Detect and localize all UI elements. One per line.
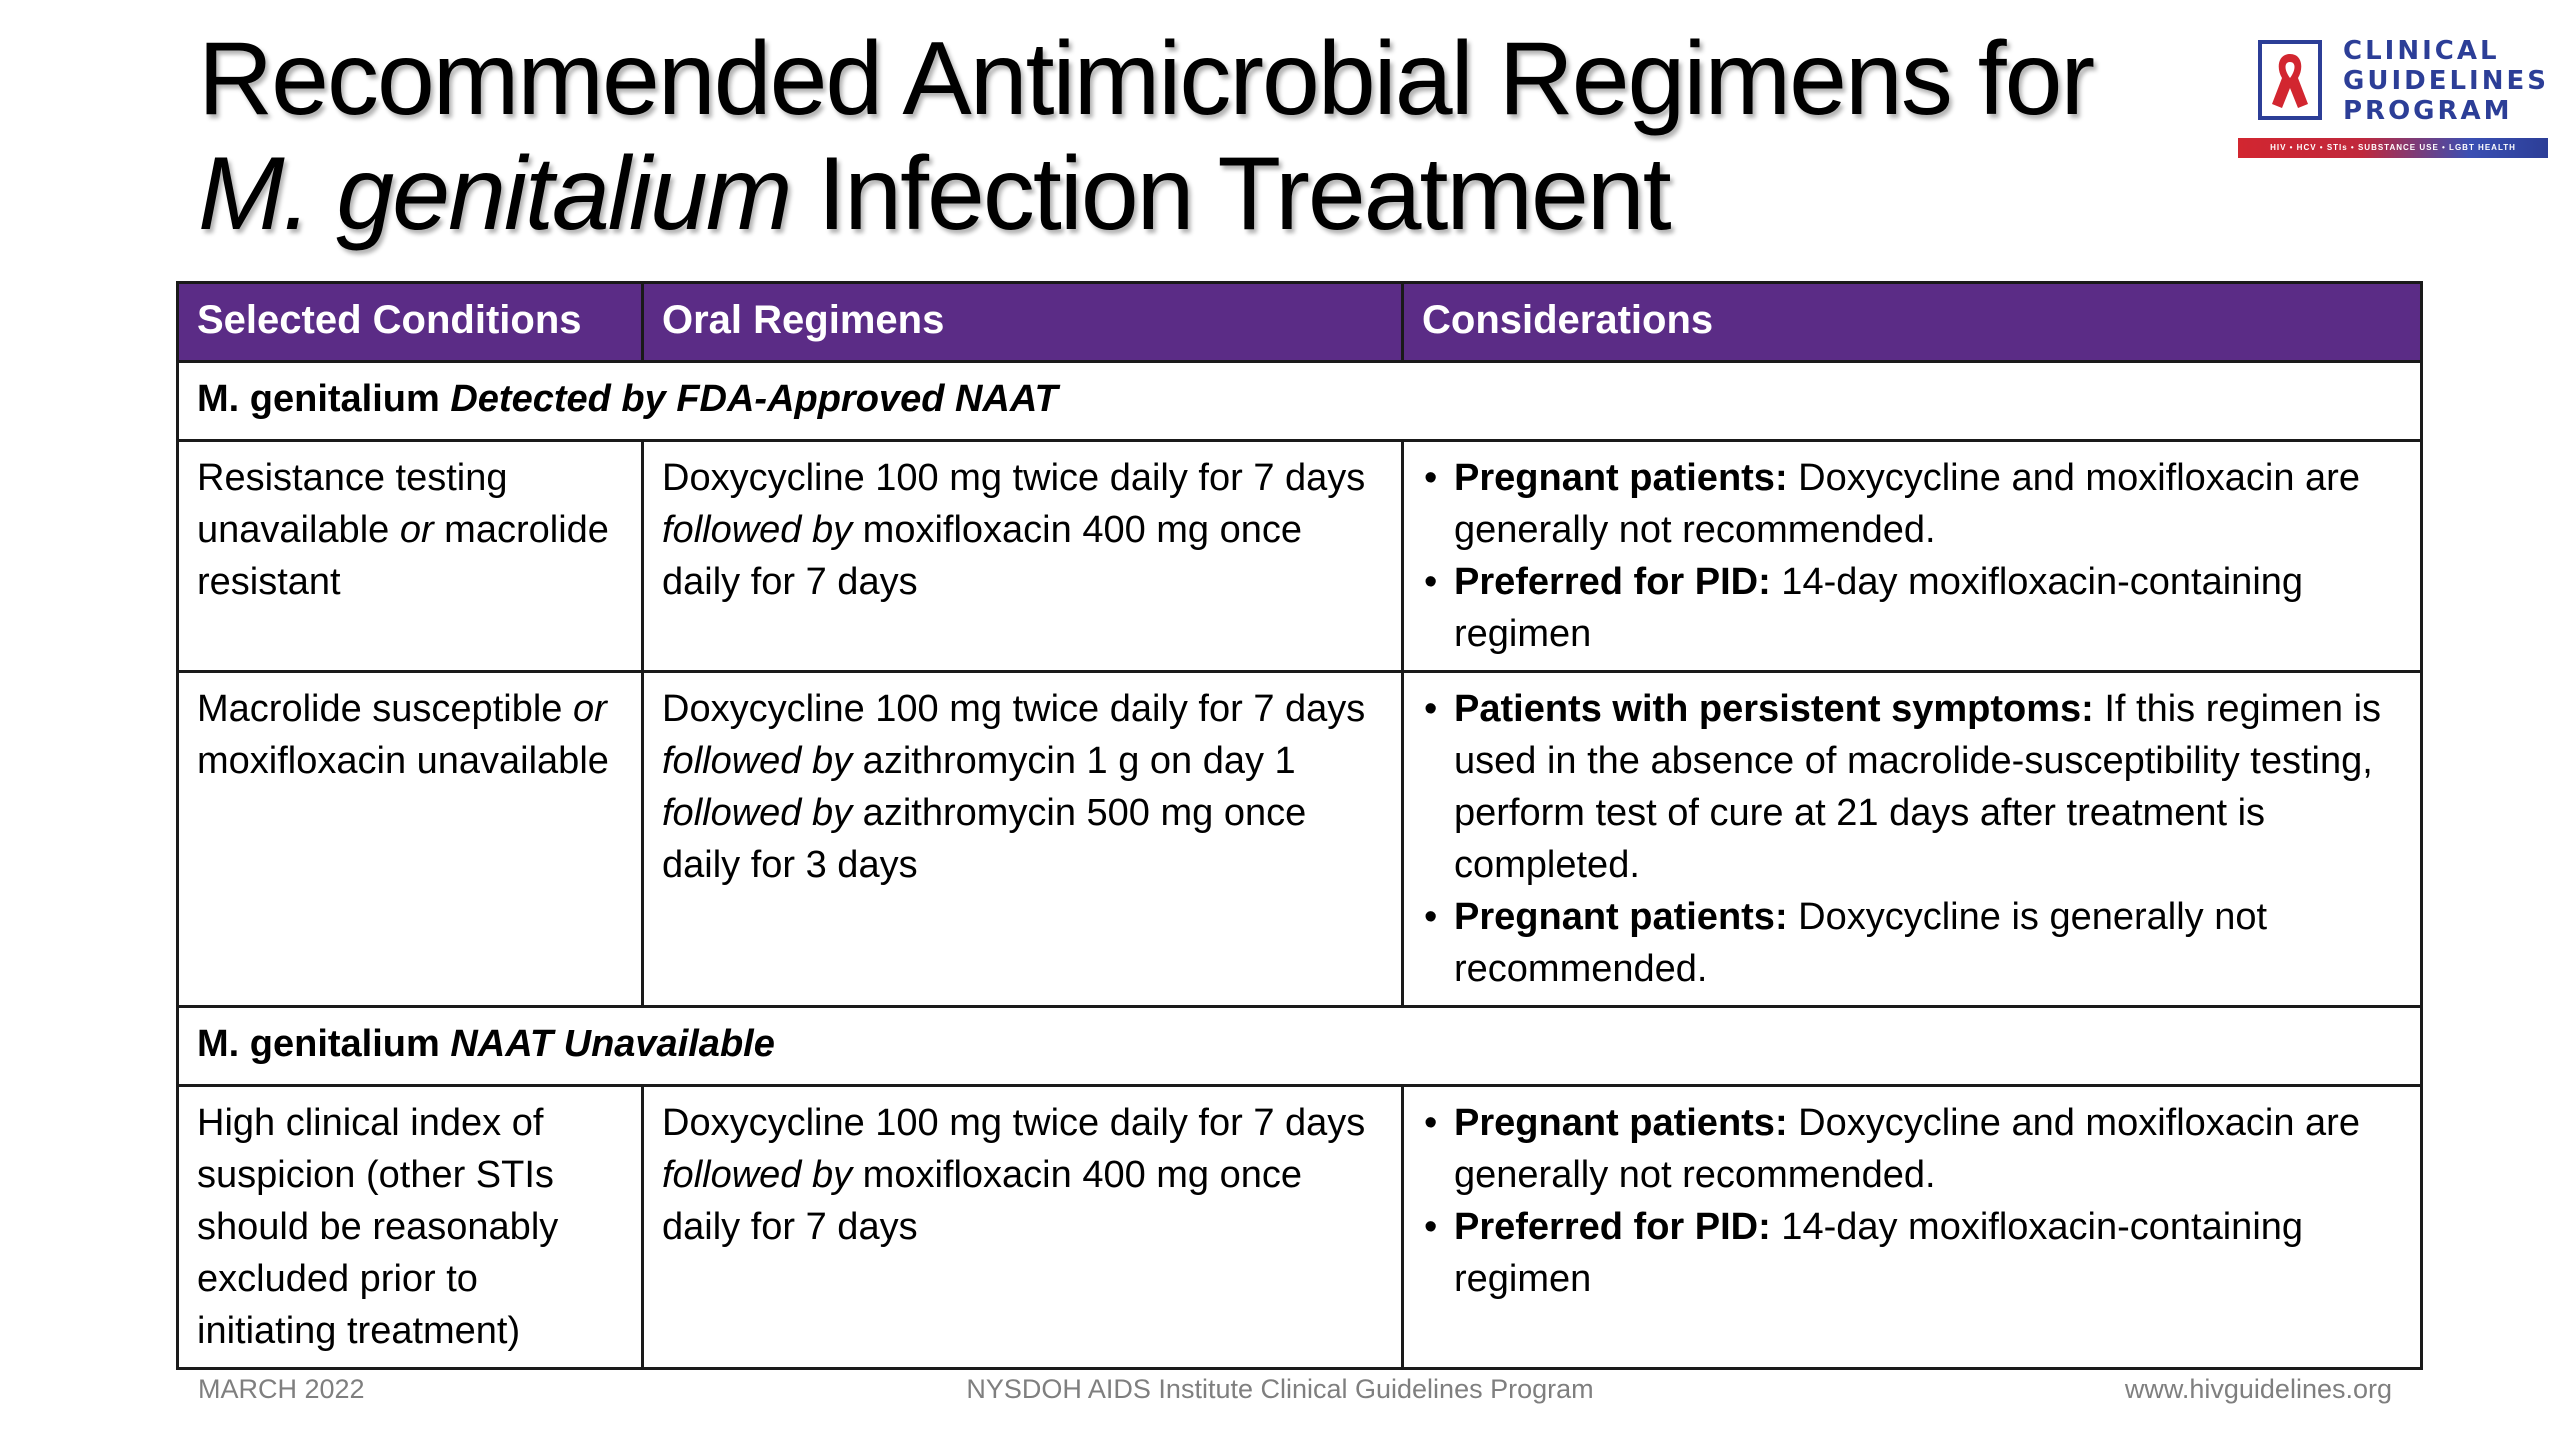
logo-stripe: HIV • HCV • STIs • SUBSTANCE USE • LGBT HEALTH [2238,138,2548,158]
title-line-2 [198,137,2098,252]
logo-line-2: GUIDELINES [2343,66,2549,96]
ribbon-icon [2258,40,2322,120]
logo-line-3: PROGRAM [2343,96,2513,126]
footer-url: www.hivguidelines.org [2124,1374,2392,1404]
table-row [178,1086,2422,1369]
header-considerations: Considerations [1403,283,2422,362]
section-label: M. genitalium [197,378,451,420]
consideration-item: • Pregnant patients: Doxycycline and moxifloxacin are generally not recommended. [1422,1097,2402,1201]
consideration-item: • Pregnant patients: Doxycycline and moxifloxacin are generally not recommended. [1422,452,2402,556]
considerations-cell [1403,441,2422,672]
title-rest: Infection Treatment [790,136,1670,252]
title-line-1: Recommended Antimicrobial Regimens for [198,21,2094,137]
regimens-table [176,281,2423,1370]
table-row [178,672,2422,1007]
page-title [198,22,2098,252]
program-logo [2238,38,2548,160]
section-row-naat-unavailable [178,1007,2422,1086]
condition-cell: Macrolide susceptible or moxifloxacin unavailable [178,672,643,1007]
consideration-item: • Pregnant patients: Doxycycline is generally not recommended. [1422,891,2402,995]
header-oral-regimens: Oral Regimens [643,283,1403,362]
consideration-item: • Patients with persistent symptoms: If this regimen is used in the absence of macrolide-susceptibility testing, perform test of cure at 21 days after treatment is completed. [1422,683,2402,891]
regimen-cell: Doxycycline 100 mg twice daily for 7 days followed by moxifloxacin 400 mg once daily for 7 days [643,441,1403,672]
footer-date: MARCH 2022 [198,1374,365,1404]
section-label-italic: NAAT Unavailable [450,1023,775,1065]
logo-line-1: CLINICAL [2343,36,2500,66]
table-row [178,441,2422,672]
section-label: M. genitalium [197,1023,451,1065]
regimen-cell: Doxycycline 100 mg twice daily for 7 days followed by moxifloxacin 400 mg once daily for 7 days [643,1086,1403,1369]
considerations-cell [1403,672,2422,1007]
section-row-naat-detected [178,362,2422,441]
regimen-cell: Doxycycline 100 mg twice daily for 7 days followed by azithromycin 1 g on day 1 followed by azithromycin 500 mg once daily for 3 days [643,672,1403,1007]
condition-cell: Resistance testing unavailable or macrolide resistant [178,441,643,672]
title-organism: M. genitalium [198,136,791,252]
consideration-item: • Preferred for PID: 14-day moxifloxacin-containing regimen [1422,556,2402,660]
consideration-item: • Preferred for PID: 14-day moxifloxacin-containing regimen [1422,1201,2402,1305]
table-header-row [178,283,2422,362]
considerations-cell [1403,1086,2422,1369]
footer-program: NYSDOH AIDS Institute Clinical Guidelines Program [966,1374,1594,1404]
condition-cell: High clinical index of suspicion (other STIs should be reasonably excluded prior to initiating treatment) [178,1086,643,1369]
header-selected-conditions: Selected Conditions [178,283,643,362]
section-label-italic: Detected by FDA-Approved NAAT [450,378,1058,420]
